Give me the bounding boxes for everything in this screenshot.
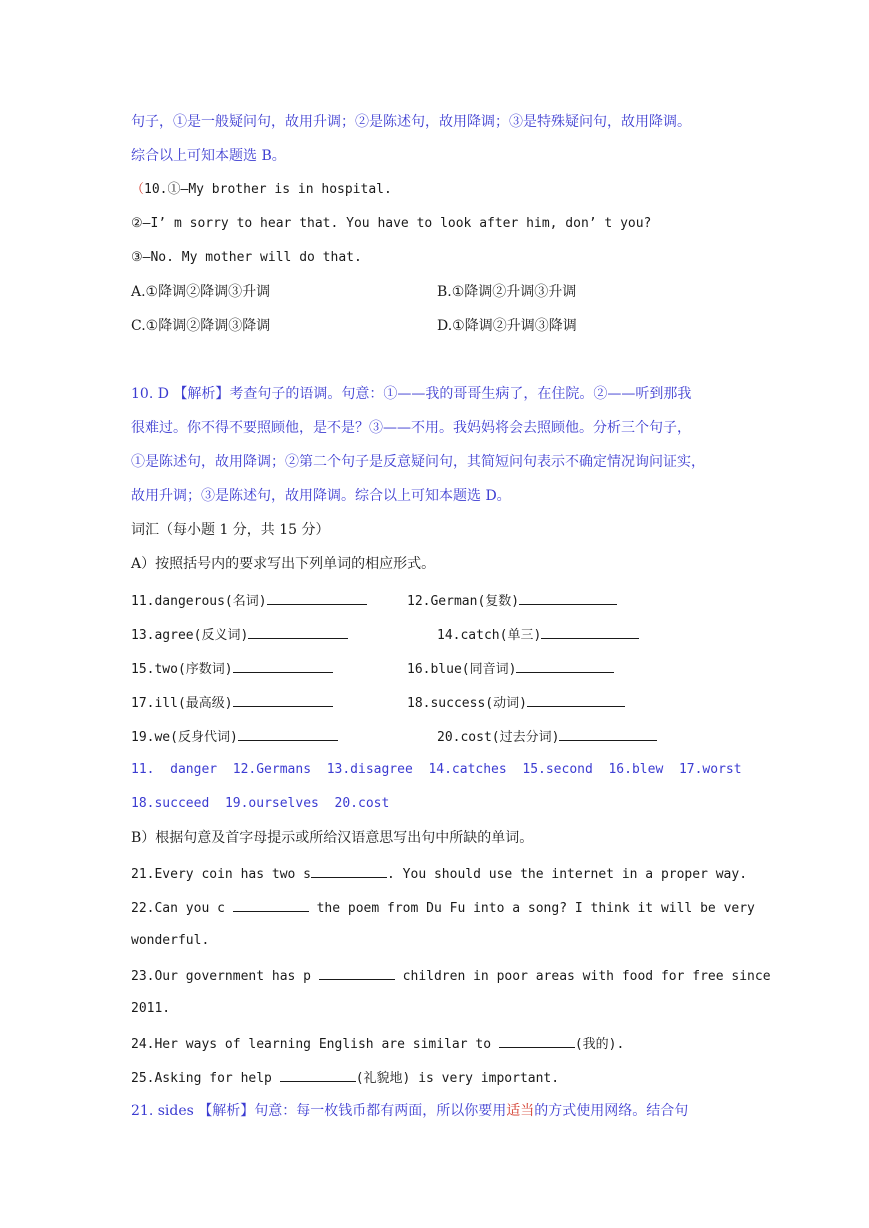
sentence-21 [131, 863, 747, 885]
item-label: 16.blue(同音词) [407, 662, 517, 677]
vocab-item-13 [131, 624, 348, 646]
dialogue-line: ②—I’ m sorry to hear that. You have to look after him, don’ t you? [131, 216, 652, 231]
vocab-item-17 [131, 692, 333, 714]
item-label: 14.catch(单三) [437, 628, 542, 643]
option-c: C.①降调②降调③降调 [131, 318, 271, 334]
answer-blank[interactable] [267, 590, 367, 605]
vocab-item-11 [131, 590, 367, 612]
section-instruction: B）根据句意及首字母提示或所给汉语意思写出句中所缺的单词。 [131, 830, 534, 846]
explanation-line: 综合以上可知本题选 B。 [131, 148, 286, 164]
option-d: D.①降调②升调③降调 [437, 318, 577, 334]
answer-key-line [131, 794, 389, 814]
answer-key-item: 13.disagree [326, 762, 413, 777]
answer-blank[interactable] [527, 692, 625, 707]
vocab-item-18 [407, 692, 625, 714]
answer-key-item: 20.cost [334, 796, 390, 811]
answer-explanation-line: 很难过。你不得不要照顾他，是不是？③——不用。我妈妈将会去照顾他。分析三个句子， [131, 420, 691, 436]
dialogue-line: ③—No. My mother will do that. [131, 250, 362, 265]
sentence-text: 21.Every coin has two s [131, 867, 312, 882]
sentence-22 [131, 897, 755, 919]
explanation-text: 的方式使用网络。结合句 [534, 1103, 689, 1119]
answer-blank[interactable] [233, 692, 333, 707]
answer-blank[interactable] [319, 965, 395, 980]
sentence-text: (礼貌地) is very important. [355, 1071, 560, 1086]
explanation-line: 句子，①是一般疑问句，故用升调；②是陈述句，故用降调；③是特殊疑问句，故用降调。 [131, 114, 691, 130]
answer-key-line [131, 760, 742, 780]
answer-key-item: 12.Germans [232, 762, 312, 777]
item-label: 15.two(序数词) [131, 662, 233, 677]
item-label: 17.ill(最高级) [131, 696, 233, 711]
option-b: B.①降调②升调③升调 [437, 284, 577, 300]
vocab-item-19 [131, 726, 338, 748]
sentence-text: 24.Her ways of learning English are similar to [131, 1037, 499, 1052]
sentence-text: 25.Asking for help [131, 1071, 280, 1086]
open-paren: （ [131, 182, 145, 197]
answer-key-item: 15.second [522, 762, 593, 777]
sentence-text: 23.Our government has p [131, 969, 319, 984]
answer-blank[interactable] [233, 658, 333, 673]
answer-explanation-line: ①是陈述句，故用降调；②第二个句子是反意疑问句，其简短问句表示不确定情况询问证实， [131, 454, 705, 470]
answer-blank[interactable] [280, 1067, 356, 1082]
sentence-text: . You should use the internet in a proper way. [387, 867, 748, 882]
answer-blank[interactable] [499, 1033, 575, 1048]
sentence-text: wonderful. [131, 933, 210, 948]
answer-explanation-line: 10. D 【解析】考查句子的语调。句意：①——我的哥哥生病了，在住院。②——听到那我 [131, 386, 692, 402]
answer-key-item: 14.catches [428, 762, 507, 777]
item-label: 11.dangerous(名词) [131, 594, 267, 609]
question-10-line-1 [131, 180, 392, 200]
item-label: 19.we(反身代词) [131, 730, 238, 745]
answer-key-item: 16.blew [608, 762, 664, 777]
answer-key-item: 17.worst [678, 762, 742, 777]
highlighted-word: 适当 [506, 1103, 535, 1119]
sentence-text: (我的). [574, 1037, 625, 1052]
vocab-item-20 [437, 726, 657, 748]
section-title: 词汇（每小题 1 分，共 15 分） [131, 522, 330, 538]
item-label: 13.agree(反义词) [131, 628, 249, 643]
answer-explanation-line: 故用升调；③是陈述句，故用降调。综合以上可知本题选 D。 [131, 488, 511, 504]
question-number: 10. [144, 182, 168, 197]
answer-blank[interactable] [519, 590, 617, 605]
sentence-text: the poem from Du Fu into a song? I think it will be very [308, 901, 755, 916]
answer-blank[interactable] [516, 658, 614, 673]
sentence-text: 2011. [131, 1001, 171, 1016]
answer-explanation-line [131, 1101, 688, 1121]
answer-key-item: 18.succeed [131, 796, 210, 811]
sentence-text: 22.Can you c [131, 901, 233, 916]
answer-blank[interactable] [311, 863, 387, 878]
sentence-25 [131, 1067, 559, 1089]
vocab-item-14 [437, 624, 639, 646]
explanation-text: 21. sides 【解析】句意：每一枚钱币都有两面，所以你要用 [131, 1103, 507, 1119]
answer-key-item: 11. danger [131, 762, 218, 777]
item-label: 18.success(动词) [407, 696, 527, 711]
answer-blank[interactable] [233, 897, 309, 912]
section-instruction: A）按照括号内的要求写出下列单词的相应形式。 [131, 556, 436, 572]
item-label: 12.German(复数) [407, 594, 520, 609]
answer-blank[interactable] [559, 726, 657, 741]
answer-key-item: 19.ourselves [224, 796, 319, 811]
vocab-item-12 [407, 590, 617, 612]
answer-blank[interactable] [248, 624, 348, 639]
dialogue-line: ①—My brother is in hospital. [167, 182, 392, 197]
sentence-text: children in poor areas with food for free since [394, 969, 771, 984]
item-label: 20.cost(过去分词) [437, 730, 560, 745]
answer-blank[interactable] [238, 726, 338, 741]
sentence-24 [131, 1033, 624, 1055]
option-a: A.①降调②降调③升调 [131, 284, 271, 300]
sentence-23 [131, 965, 771, 987]
vocab-item-15 [131, 658, 333, 680]
vocab-item-16 [407, 658, 614, 680]
answer-blank[interactable] [541, 624, 639, 639]
